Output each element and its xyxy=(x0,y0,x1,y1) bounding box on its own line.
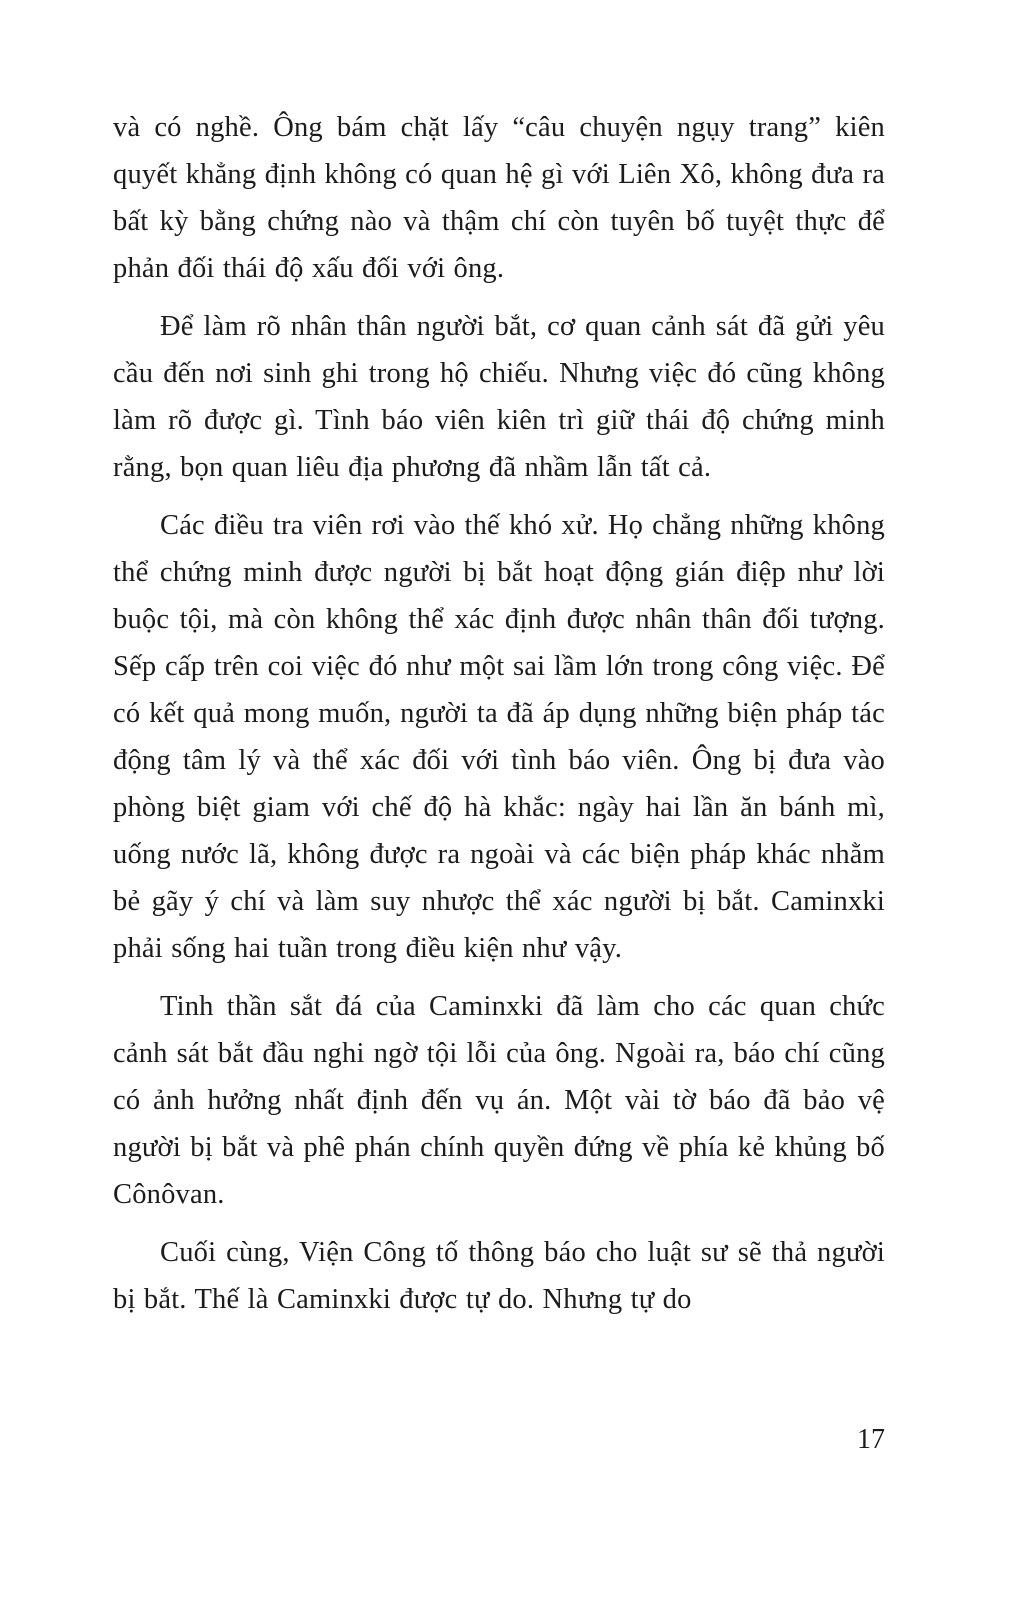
paragraph: Các điều tra viên rơi vào thế khó xử. Họ chẳng những không thể chứng minh được người bị bắt hoạt động gián điệp như lời buộc tội, mà còn không thể xác định được nhân thân đối tượng. Sếp cấp trên coi việc đó như một sai lầm lớn trong công việc. Để có kết quả mong muốn, người ta đã áp dụng những biện pháp tác động tâm lý và thể xác đối với tình báo viên. Ông bị đưa vào phòng biệt giam với chế độ hà khắc: ngày hai lần ăn bánh mì, uống nước lã, không được ra ngoài và các biện pháp khác nhằm bẻ gãy ý chí và làm suy nhược thể xác người bị bắt. Caminxki phải sống hai tuần trong điều kiện như vậy. xyxy=(113,510,885,964)
page-number: 17 xyxy=(857,1424,885,1455)
paragraph: và có nghề. Ông bám chặt lấy “câu chuyện ngụy trang” kiên quyết khẳng định không có quan hệ gì với Liên Xô, không đưa ra bất kỳ bằng chứng nào và thậm chí còn tuyên bố tuyệt thực để phản đối thái độ xấu đối với ông. xyxy=(113,112,885,284)
paragraph: Tinh thần sắt đá của Caminxki đã làm cho các quan chức cảnh sát bắt đầu nghi ngờ tội lỗi của ông. Ngoài ra, báo chí cũng có ảnh hưởng nhất định đến vụ án. Một vài tờ báo đã bảo vệ người bị bắt và phê phán chính quyền đứng về phía kẻ khủng bố Cônôvan. xyxy=(113,991,885,1210)
text-column xyxy=(113,104,885,1334)
paragraph: Để làm rõ nhân thân người bắt, cơ quan cảnh sát đã gửi yêu cầu đến nơi sinh ghi trong hộ chiếu. Nhưng việc đó cũng không làm rõ được gì. Tình báo viên kiên trì giữ thái độ chứng minh rằng, bọn quan liêu địa phương đã nhầm lẫn tất cả. xyxy=(113,311,885,483)
paragraph: Cuối cùng, Viện Công tố thông báo cho luật sư sẽ thả người bị bắt. Thế là Caminxki được tự do. Nhưng tự do xyxy=(113,1237,885,1315)
